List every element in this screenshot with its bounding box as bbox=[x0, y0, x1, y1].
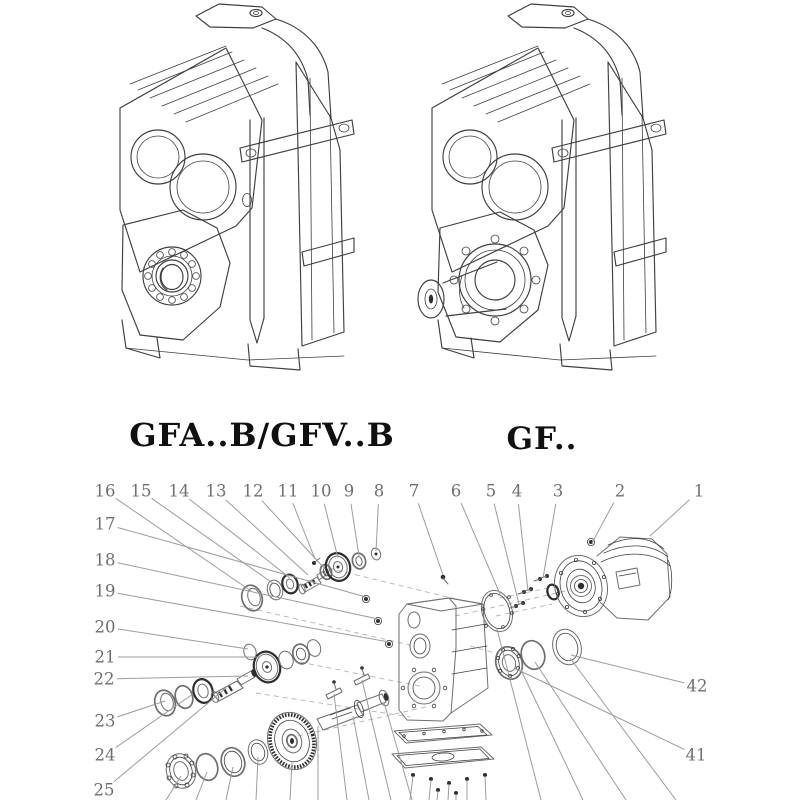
gearbox-drawing-right bbox=[418, 4, 666, 370]
callout-number-15: 15 bbox=[130, 481, 152, 501]
leader-line-22 bbox=[117, 676, 248, 679]
intermediate-shaft-parts bbox=[152, 638, 323, 718]
shaft-keys bbox=[326, 666, 370, 699]
leader-line-12 bbox=[262, 501, 325, 569]
bottom-cover-plate bbox=[392, 747, 494, 768]
callout-number-18: 18 bbox=[94, 550, 116, 570]
callout-number-42: 42 bbox=[686, 676, 708, 696]
callout-number-20: 20 bbox=[94, 617, 116, 637]
leader-line-1 bbox=[650, 500, 689, 536]
terminal-box bbox=[616, 568, 640, 589]
callout-number-10: 10 bbox=[310, 481, 332, 501]
callout-number-3: 3 bbox=[552, 481, 564, 501]
callout-number-2: 2 bbox=[614, 481, 626, 501]
callout-number-8: 8 bbox=[373, 481, 385, 501]
cover-bolts bbox=[410, 773, 487, 800]
callout-number-25: 25 bbox=[93, 780, 115, 800]
input-bearing-set bbox=[492, 626, 586, 683]
callout-number-22: 22 bbox=[93, 669, 115, 689]
caption-right-model: GF.. bbox=[506, 421, 578, 457]
flange-bolts bbox=[510, 574, 560, 608]
leader-line-8 bbox=[376, 504, 378, 551]
leader-line-4 bbox=[518, 504, 528, 591]
callout-number-12: 12 bbox=[242, 481, 264, 501]
leader-line-6 bbox=[461, 503, 500, 594]
leader-line-10 bbox=[324, 504, 338, 558]
intermediate-gear bbox=[250, 648, 284, 685]
leader-line-23 bbox=[117, 701, 165, 717]
output-snap-ring bbox=[193, 751, 221, 783]
leader-line-9 bbox=[351, 504, 359, 556]
motor-unit bbox=[547, 537, 672, 623]
output-ball-bearing bbox=[162, 750, 200, 792]
caption-left-model: GFA..B/GFV..B bbox=[129, 416, 395, 454]
callout-number-7: 7 bbox=[408, 481, 420, 501]
output-shaft bbox=[317, 689, 391, 730]
leader-line-42 bbox=[571, 655, 684, 683]
intermediate-pinion-shaft bbox=[210, 668, 258, 703]
callout-number-14: 14 bbox=[168, 481, 190, 501]
callout-number-16: 16 bbox=[94, 481, 116, 501]
ring-mid bbox=[305, 638, 322, 658]
input-shaft-parts bbox=[239, 547, 382, 613]
callout-number-17: 17 bbox=[94, 514, 116, 534]
leader-line-15 bbox=[152, 498, 274, 584]
callout-number-23: 23 bbox=[94, 711, 116, 731]
leader-line-17 bbox=[118, 528, 366, 597]
gearbox-drawing-left bbox=[120, 4, 354, 370]
leader-line-20 bbox=[118, 629, 248, 649]
callout-number-24: 24 bbox=[94, 745, 116, 765]
callout-number-41: 41 bbox=[685, 745, 707, 765]
leader-line-19 bbox=[118, 593, 389, 642]
callout-number-13: 13 bbox=[205, 481, 227, 501]
leader-line-11 bbox=[293, 503, 315, 559]
callout-labels bbox=[94, 482, 708, 800]
leader-line-7 bbox=[418, 503, 443, 575]
output-shaft-parts bbox=[162, 666, 391, 792]
ball-bearing-mid bbox=[190, 677, 215, 706]
leader-line-3 bbox=[543, 504, 556, 578]
cropped-leader-lines bbox=[166, 629, 676, 800]
leader-line-14 bbox=[189, 499, 290, 578]
callout-number-9: 9 bbox=[343, 481, 355, 501]
leader-line-18 bbox=[118, 563, 378, 619]
callout-number-5: 5 bbox=[485, 481, 497, 501]
callout-number-19: 19 bbox=[94, 581, 116, 601]
oil-seal-ring bbox=[548, 626, 585, 669]
housing-gasket bbox=[394, 724, 492, 743]
input-flange-gasket bbox=[477, 587, 518, 636]
callout-number-11: 11 bbox=[277, 481, 299, 501]
exploded-parts-diagram bbox=[94, 482, 708, 800]
leader-line-2 bbox=[592, 502, 614, 543]
callout-number-4: 4 bbox=[511, 481, 523, 501]
callout-number-21: 21 bbox=[94, 647, 116, 667]
output-oil-seal bbox=[218, 745, 248, 779]
flange-bolt-holes bbox=[450, 235, 540, 325]
callout-number-1: 1 bbox=[693, 481, 705, 501]
callout-number-6: 6 bbox=[450, 481, 462, 501]
gear-housing bbox=[392, 598, 494, 800]
